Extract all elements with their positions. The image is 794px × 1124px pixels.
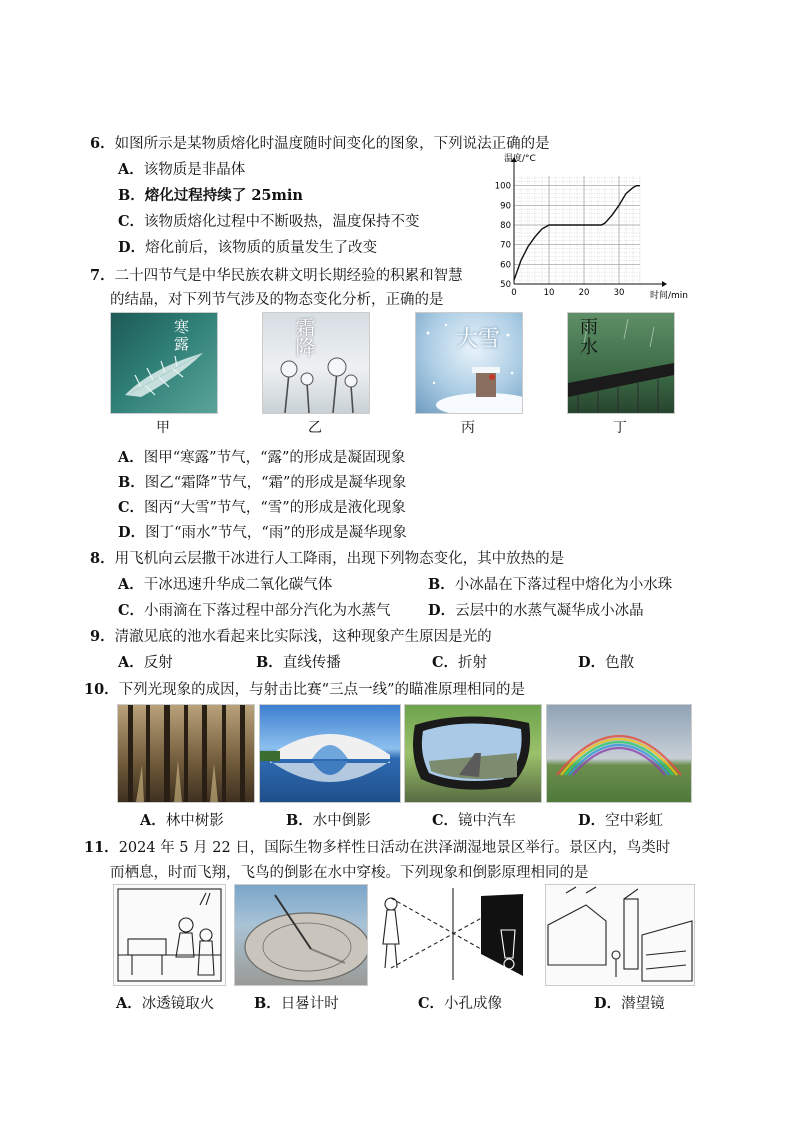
sundial-icon (235, 885, 367, 985)
q10-option-d[interactable]: D．空中彩虹 (578, 812, 664, 829)
caption-jia: 甲 (156, 420, 170, 436)
q8-option-b[interactable]: B．小冰晶在下落过程中熔化为小水珠 (428, 576, 673, 593)
melting-curve-chart (490, 148, 700, 303)
chart-grid (514, 176, 640, 284)
q7-option-b[interactable]: B．图乙“霜降”节气，“霜”的形成是凝华现象 (118, 474, 407, 491)
frost-leaf-icon (111, 313, 217, 413)
q8-number: 8． (90, 550, 115, 567)
image-shuangjiang (262, 312, 370, 414)
y-tick-label: 80 (500, 221, 511, 231)
q8-option-c[interactable]: C．小雨滴在下落过程中部分汽化为水蒸气 (118, 602, 391, 619)
q8-stem: 8．用飞机向云层撒干冰进行人工降雨，出现下列物态变化，其中放热的是 (90, 550, 565, 567)
y-axis-label: 温度/°C (504, 154, 536, 164)
caption-yi: 乙 (308, 420, 322, 436)
q7-option-d[interactable]: D．图丁“雨水”节气，“雨”的形成是凝华现象 (118, 524, 407, 541)
x-axis-label: 时间/min (650, 291, 689, 301)
y-tick-label: 60 (500, 260, 511, 271)
q6-option-a[interactable]: A．该物质是非晶体 (118, 161, 246, 178)
q11-option-b[interactable]: B．日晷计时 (254, 995, 339, 1012)
image-sundial (234, 884, 368, 986)
q9-option-a[interactable]: A．反射 (118, 654, 173, 671)
rainbow-icon (547, 705, 691, 802)
ice-lens-drawing-icon (114, 885, 225, 985)
q7-option-a[interactable]: A．图甲“寒露”节气，“露”的形成是凝固现象 (118, 449, 406, 466)
image-car-mirror (404, 704, 542, 803)
q10-option-b[interactable]: B．水中倒影 (286, 812, 371, 829)
image-ice-lens (113, 884, 226, 986)
frosted-flowers-icon (263, 313, 369, 413)
caption-ding: 丁 (613, 420, 627, 436)
image-periscope (545, 884, 695, 986)
image-hanlu (110, 312, 218, 414)
q10-option-c[interactable]: C．镜中汽车 (432, 812, 517, 829)
q7-stem-line2: 的结晶，对下列节气涉及的物态变化分析，正确的是 (110, 292, 444, 308)
y-tick-label: 70 (500, 240, 511, 251)
q9-option-d[interactable]: D．色散 (578, 654, 635, 671)
q7-option-c[interactable]: C．图丙“大雪”节气，“雪”的形成是液化现象 (118, 499, 406, 516)
q11-number: 11． (84, 839, 119, 856)
image-rainbow (546, 704, 692, 803)
q10-stem: 10．下列光现象的成因，与射击比赛“三点一线”的瞄准原理相同的是 (84, 681, 526, 698)
image-forest-shadows (117, 704, 255, 803)
q11-option-c[interactable]: C．小孔成像 (418, 995, 503, 1012)
x-tick-label: 10 (543, 288, 555, 298)
side-mirror-icon (405, 705, 541, 802)
q7-stem-line1: 7．二十四节气是中华民族农耕文明长期经验的积累和智慧 (90, 267, 463, 284)
x-axis-arrow (662, 281, 667, 287)
image-bridge-reflection (259, 704, 401, 803)
q10-number: 10． (84, 681, 119, 698)
q10-option-a[interactable]: A．林中树影 (140, 812, 224, 829)
y-tick-label: 90 (500, 201, 511, 212)
y-tick-label: 50 (500, 280, 511, 290)
q11-option-d[interactable]: D．潜望镜 (594, 995, 665, 1012)
q7-number: 7． (90, 267, 115, 284)
periscope-drawing-icon (546, 885, 694, 985)
q6-number: 6． (90, 135, 115, 152)
q8-option-d[interactable]: D．云层中的水蒸气凝华成小冰晶 (428, 602, 644, 619)
q6-stem-text: 如图所示是某物质熔化时温度随时间变化的图象，下列说法正确的是 (114, 136, 550, 152)
image-shuangjiang-title: 霜降 (292, 317, 316, 357)
pinhole-diagram-icon (377, 884, 525, 984)
x-tick-label: 0 (511, 288, 517, 298)
q9-number: 9． (90, 628, 115, 645)
q9-option-c[interactable]: C．折射 (432, 654, 488, 671)
image-hanlu-title: 寒露 (172, 319, 190, 353)
chart-axes (511, 157, 667, 287)
q11-stem-line2: 而栖息，时而飞翔，飞鸟的倒影在水中穿梭。下列现象和倒影原理相同的是 (110, 865, 589, 881)
q6-option-b[interactable]: B．熔化过程持续了 25min (118, 187, 303, 204)
image-yushui-title: 雨水 (577, 317, 598, 357)
x-tick-label: 20 (578, 288, 590, 298)
q11-stem-line1: 11．2024 年 5 月 22 日，国际生物多样性日活动在洪泽湖湿地景区举行。景区内，鸟类时 (84, 839, 671, 856)
image-pinhole (377, 884, 525, 984)
q6-option-d[interactable]: D．熔化前后，该物质的质量发生了改变 (118, 239, 378, 256)
image-daxue (415, 312, 523, 414)
y-tick-label: 100 (494, 181, 511, 192)
arch-bridge-icon (260, 705, 400, 802)
q9-stem: 9．清澈见底的池水看起来比实际浅，这种现象产生原因是光的 (90, 628, 492, 645)
image-daxue-title: 大雪 (456, 327, 501, 352)
q9-option-b[interactable]: B．直线传播 (256, 654, 341, 671)
q11-option-a[interactable]: A．冰透镜取火 (116, 995, 215, 1012)
x-tick-label: 30 (613, 288, 625, 298)
caption-bing: 丙 (461, 420, 475, 436)
trees-icon (118, 705, 254, 802)
q6-option-c[interactable]: C．该物质熔化过程中不断吸热，温度保持不变 (118, 213, 420, 230)
q6-stem (90, 132, 550, 153)
image-yushui (567, 312, 675, 414)
q8-option-a[interactable]: A．干冰迅速升华成二氧化碳气体 (118, 576, 333, 593)
